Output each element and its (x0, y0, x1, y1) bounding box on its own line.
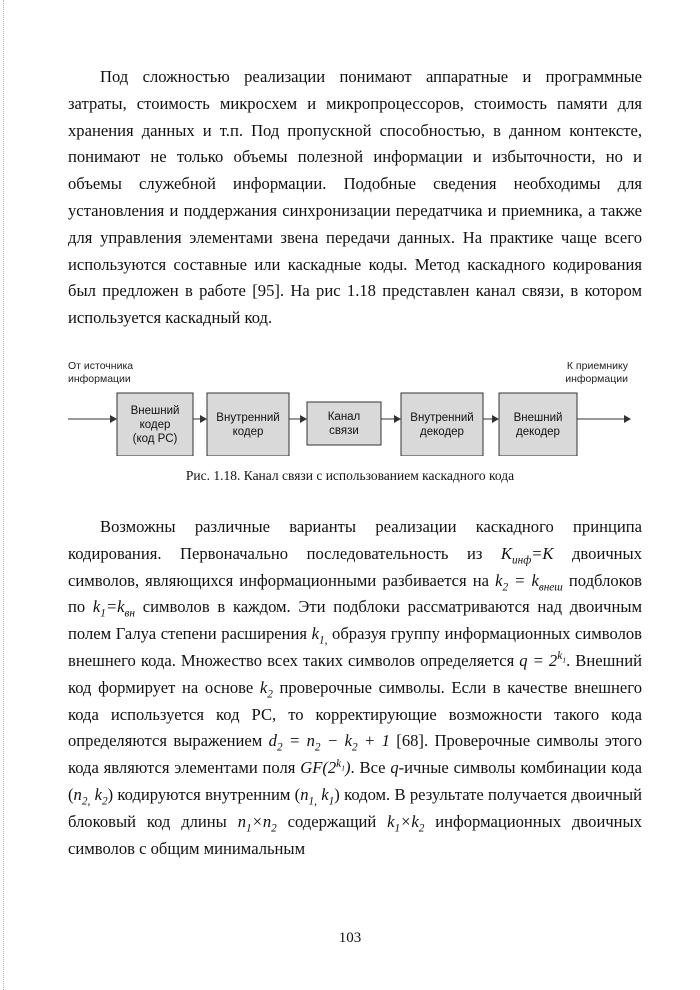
arrowhead-1-2 (200, 415, 207, 423)
figure-caption: Рис. 1.18. Канал связи с использованием каскадного кода (185, 468, 515, 483)
block-channel-label: Канал связи (327, 410, 361, 437)
formula-k1xk2: $k_1\times k_2$ (387, 811, 425, 835)
block-inner-encoder-label: Внутренний кодер (216, 411, 280, 438)
sink-label: К приемнику информации (565, 360, 628, 385)
page-margin-line (3, 0, 4, 990)
page-number: 103 (338, 930, 362, 946)
paragraph-2: Возможны различные варианты реализации каскадного принципа кодирования. Первоначально последовательность из $K_{инф}=K$ двоичных символов, являющихся информационными разбивается на $k_2 = k_{внеш}$ подблоков по $k_1=k_{вн}$ символов в каждом. Эти подблоки рассматриваются над двоичным полем Галуа степени расширения $k_{1,}$ образуя группу информационных символов внешнего кода. Множество всех таких символов определяется $q = 2^{k_1}$. Внешний код формирует на основе $k_2$ проверочные символы. Если в качестве внешнего кода используется код РС, то корректирующие возможности такого кода определяются выражением $d_2 = n_2 - k_2 + 1$ [68]. Проверочные символы этого кода являются элементами поля $GF(2^{k_1})$. Все q-ичные символы комбинации кода ($n_{2,}$ $k_2$) кодируются внутренним ($n_{1,}$ $k_1$) кодом. В результате получается двоичный блоковый код длины $n_1\times n_2$ содержащий $k_1\times k_2$ информационных двоичных символов с общим минимальным (68, 517, 643, 858)
paragraph-1: Под сложностью реализации понимают аппаратные и программные затраты, стоимость микросхем и микропроцессоров, стоимость памяти для хранения данных и т.п. Под пропускной способностью, в данном контексте, понимают не только объемы полезной информации и избыточности, но и объемы служебной информации. Подобные сведения необходимы для установления и поддержания синхронизации передатчика и приемника, а также для управления элементами звена передачи данных. На практике чаще всего используются составные или каскадные коды. Метод каскадного кодирования был предложен в работе [95]. На рис 1.18 представлен канал связи, в котором используется каскадный код. (68, 67, 642, 328)
formula-n1-k1: $n_{1,}$ $k_1$ (300, 784, 335, 808)
figure-1-18 (68, 356, 642, 456)
formula-q-ary: q (390, 758, 399, 778)
formula-k1-ext: $k_{1,}$ (311, 624, 328, 647)
block-outer-encoder-label: Внешний кодер (код РС) (130, 404, 180, 445)
arrowhead-2-3 (300, 415, 307, 423)
formula-k-inf: $K_{инф}=K$ (500, 543, 554, 567)
formula-k1: $k_1=k_{вн}$ (92, 597, 135, 620)
output-arrowhead (624, 415, 631, 423)
source-label: От источника информации (68, 360, 134, 385)
arrowhead-4-5 (492, 415, 499, 423)
formula-k2-b: $k_2$ (259, 677, 273, 701)
input-arrowhead (110, 415, 117, 423)
formula-k2: $k_2 = k_{внеш}$ (495, 570, 563, 593)
block-outer-decoder-label: Внешний декодер (513, 411, 563, 438)
block-inner-decoder-label: Внутренний декодер (410, 411, 474, 438)
formula-q: $q = 2^{k_1}$ (519, 650, 567, 670)
formula-n1xn2: $n_1\times n_2$ (237, 811, 277, 835)
formula-d2: $d_2 = n_2 - k_2 + 1$ (268, 731, 390, 754)
arrowhead-3-4 (394, 415, 401, 423)
formula-gf: $GF(2^{k_1})$ (300, 757, 351, 778)
formula-n2-k2: $n_{2,}$ $k_2$ (73, 784, 108, 808)
